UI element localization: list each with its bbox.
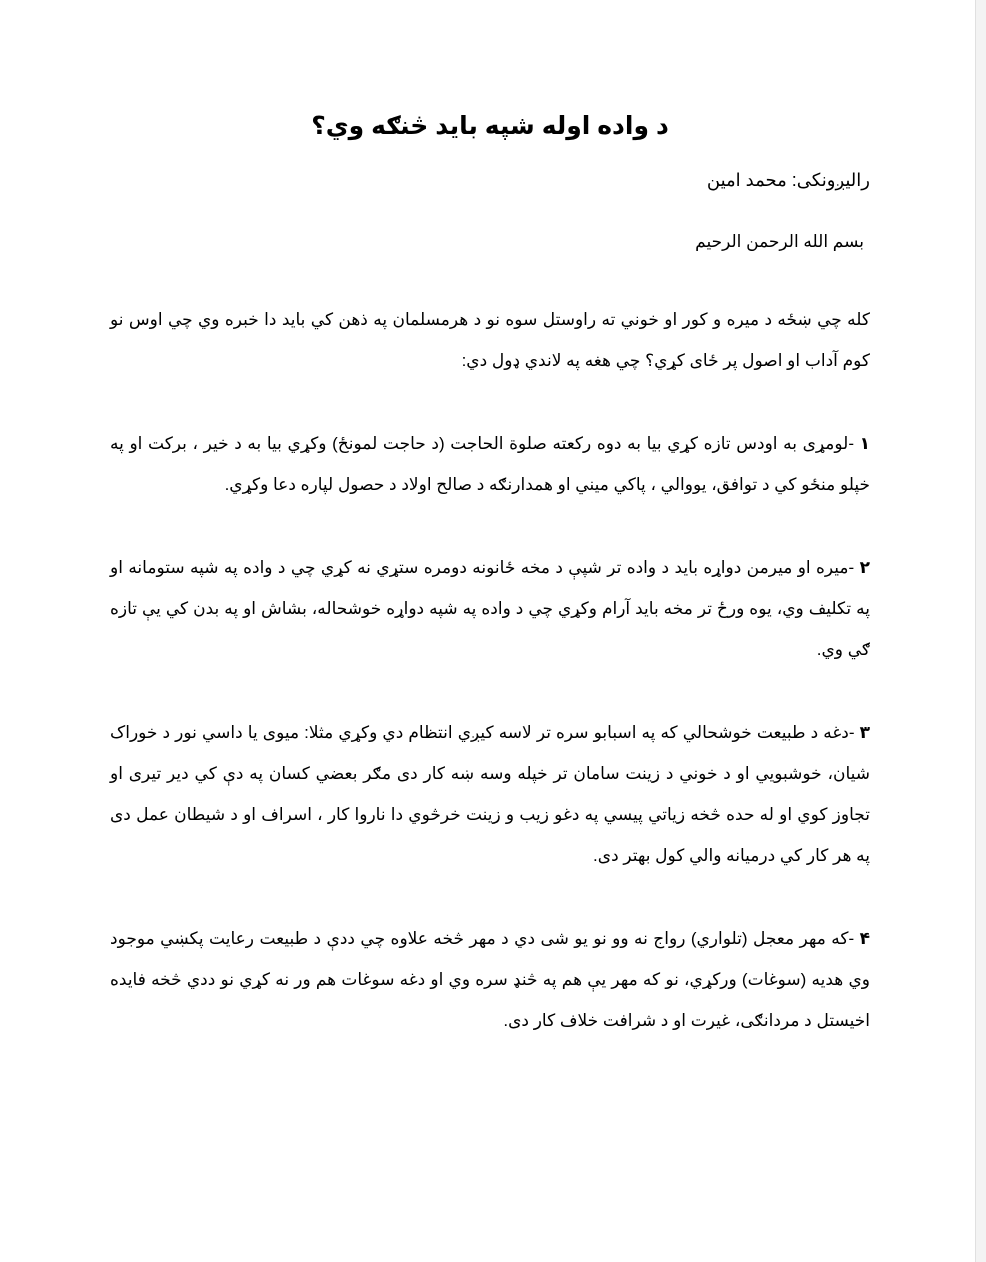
basmala-line: بسم الله الرحمن الرحيم <box>695 232 864 251</box>
point-number: ۳ <box>859 723 870 742</box>
point-number: ۴ <box>859 929 870 948</box>
document-title: د واده اوله شپه باید څنګه وي؟ <box>311 112 669 140</box>
point-number: ۱ <box>859 434 871 453</box>
point-text: -لومړی به اودس تازه کړي بيا به دوه رکعته صلوة الحاجت (د حاجت لمونځ) وکړي بيا به د خير ، برکت او په خپلو منځو کي د توافق، يووالي ، پاکي ميني او همدارنګه د صالح اولاد د حصول لپاره دعا وکړي. <box>110 434 870 494</box>
intro-paragraph: کله چي ښځه د میره و کور او خوني ته راوستل سوه نو د هرمسلمان په ذهن کي بايد دا خبره وي چي اوس نو کوم آداب او اصول پر ځای کړي؟ چي هغه په لاندي ډول دي: <box>110 310 870 370</box>
point-paragraph-1 <box>110 423 870 505</box>
point-text: -ميره او ميرمن دواړه بايد د واده تر شپې د مخه ځانونه دومره ستړي نه کړي چي د واده په شپه ستومانه او په تکليف وي، يوه ورځ تر مخه بايد آرام وکړي چي د واده په شپه دواړه خوشحاله، بشاش او په بدن کي يې تازه ګي وي. <box>110 558 870 659</box>
point-number: ۲ <box>859 558 870 577</box>
author-line: راليږونکی: محمد امين <box>706 170 870 190</box>
page-edge <box>975 0 986 1262</box>
point-paragraph-2 <box>110 547 870 670</box>
point-paragraph-3 <box>110 712 870 876</box>
point-text: -که مهر معجل (تلواري) رواج نه وو نو يو شی دي د مهر څخه علاوه چي ددې د طبيعت رعايت پکښي موجود وي هديه (سوغات) ورکړي، نو که مهر يې هم په څنډ سره وي او دغه سوغات هم ور نه کړي نو ددي څخه فايده اخيستل د مردانګی، غيرت او د شرافت خلاف کار دی. <box>110 929 870 1030</box>
point-paragraph-4 <box>110 918 870 1041</box>
document-body <box>110 100 870 1058</box>
point-text: -دغه د طبيعت خوشحالي که په اسبابو سره تر لاسه کيږي انتظام دي وکړي مثلا: ميوی يا داسي نور د خوراک شيان، خوشبويي او د خوني د زينت سامان تر خپله وسه ښه کار دی مګر بعضي کسان په دې کي دير تيری او تجاوز کوي او له حده څخه زياتي پيسي په دغو زيب و زينت خرڅوي دا ناروا کار ، اسراف او د شيطان عمل دی په هر کار کي درميانه والي کول بهتر دی. <box>110 723 870 865</box>
